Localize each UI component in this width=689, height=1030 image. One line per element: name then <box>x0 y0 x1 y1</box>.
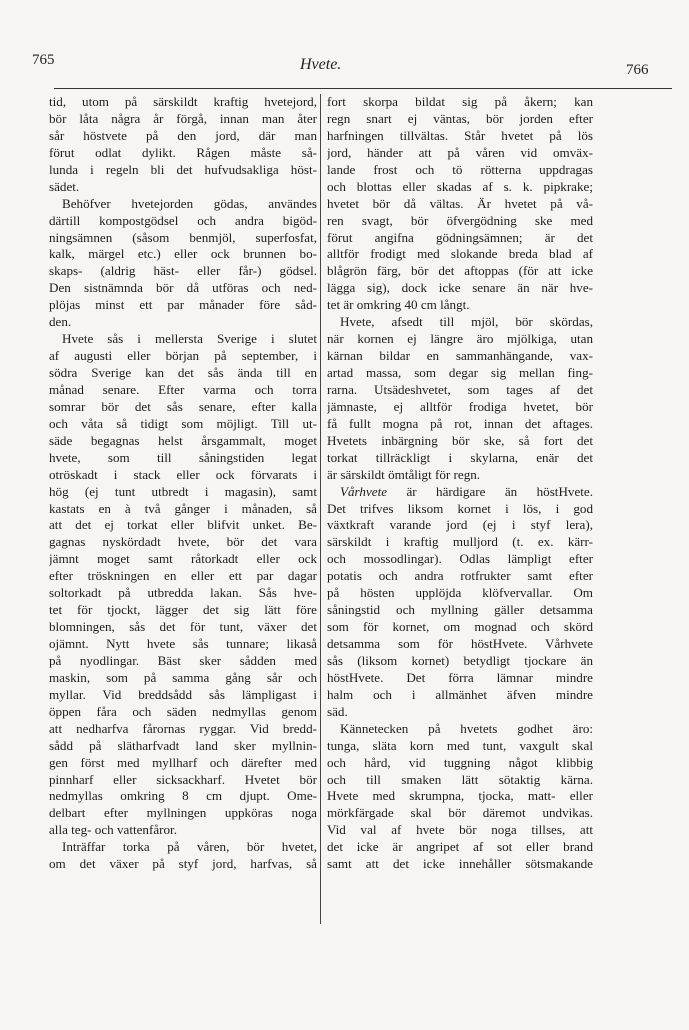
text-line: lägga sig), dock icke senare än när hve- <box>327 280 593 296</box>
text-line: lande frost och tö rötterna uppdragas <box>327 161 593 177</box>
text-line: som för kornet, om mognad och skörd <box>327 619 593 635</box>
text-line: jämnt moget samt råtorkadt eller ock <box>49 551 317 567</box>
text-line: södra Sverige kan det sås ända till en <box>49 365 317 380</box>
column-divider <box>320 94 321 924</box>
page-number-left: 765 <box>32 52 55 68</box>
text-line: skaps- (aldrig häst- eller får-) gödsel. <box>49 263 317 279</box>
text-line: sås (liksom kornet) betydligt tjockare än <box>327 652 593 668</box>
text-line: delbart efter myllningen uppköras noga <box>49 805 317 821</box>
text-line: Behöfver hvetejorden gödas, användes <box>62 195 317 211</box>
text-line: potatis och andra rotfrukter samt efter <box>327 568 593 584</box>
right-column <box>327 94 593 873</box>
text-line: blomningen, sås det för tunt, växer det <box>49 619 317 635</box>
text-line: somrar bör det sås senare, efter kalla <box>49 398 317 414</box>
text-line: höstHvete. Det förra lämnar mindre <box>327 669 593 685</box>
text-line: hvete, som till såningstiden legat <box>49 449 317 465</box>
text-line: Hvetets inbärgning bör ske, så fort det <box>327 432 593 448</box>
text-line: ren svagt, bör öfvergödning ske med <box>327 212 593 228</box>
text-line: särskildt i kraftig mulljord (t. ex. kärr- <box>327 534 593 550</box>
text-line: otröskadt i stack eller ock förvarats i <box>49 466 317 482</box>
text-line: rarna. Utsädeshvetet, som tages af det <box>327 381 593 397</box>
text-line: lunda i regeln bli det hufvudsakliga höst- <box>49 161 317 177</box>
text-line: bör låta några år förgå, innan man åter <box>49 110 317 126</box>
text-line: regn snart ej väntas, bör jorden efter <box>327 110 593 126</box>
text-line: få fullt mogna på rot, innan det aftages. <box>327 415 593 431</box>
running-title: Hvete. <box>300 56 342 73</box>
text-line: harfningen tillvältas. Står hvetet på lös <box>327 127 593 143</box>
text-line: det icke är angripet af sot eller brand <box>327 839 593 855</box>
text-line: tet för tjockt, lägger det sig lätt före <box>49 602 317 618</box>
text-line: sår höstvete på den jord, där man <box>49 127 317 143</box>
line-text: är härdigare än höstHvete. <box>387 483 593 499</box>
text-line: ojämnt. Nytt hvete sås tunnare; likaså <box>49 636 317 651</box>
left-column <box>49 94 317 873</box>
text-line: myllar. Vid breddsådd sås lämpligast i <box>49 686 317 702</box>
text-line: halm och i allmänhet äfven mindre <box>327 686 593 702</box>
text-line: och blottas eller skadas af s. k. pipkrake; <box>327 178 593 194</box>
text-line: på hösten upplöjda klöfvervallar. Om <box>327 585 593 601</box>
text-line: såningstid och myllning gäller detsamma <box>327 602 593 618</box>
text-line: Hvete med skrumpna, tjocka, matt- eller <box>327 788 593 804</box>
text-line: månad senare. Efter varma och torra <box>49 381 317 397</box>
text-line: och mossodlingar). Odlas lämpligt efter <box>327 551 593 567</box>
text-line: och till smaken lätt sötaktig kärna. <box>327 771 593 787</box>
text-line: torkat tillräckligt i skylarna, enär det <box>327 449 593 465</box>
text-line: pinnharf eller sicksackharf. Hvetet bör <box>49 771 317 787</box>
text-line: Vid val af hvete bör noga tillses, att <box>327 822 593 838</box>
text-line: tid, utom på särskildt kraftig hvetejord, <box>49 94 317 109</box>
text-line: öppen fåra och säden nedmyllas genom <box>49 703 317 719</box>
text-line: nedmyllas omkring 8 cm djupt. Ome- <box>49 788 317 804</box>
text-line: maskin, som på samma gång sår och <box>49 669 317 685</box>
text-line: Hvete, afsedt till mjöl, bör skördas, <box>340 314 593 330</box>
text-line: efter tröskningen en eller ett par dagar <box>49 568 317 584</box>
text-line: och hård, vid tuggning något klibbig <box>327 754 593 770</box>
text-line: jord, händer att på våren vid omväx- <box>327 144 593 160</box>
text-line: alla teg- och vattenfåror. <box>49 822 177 838</box>
text-line: på nyodlingar. Bäst sker sådden med <box>49 652 317 668</box>
text-line: säde begagnas helst årsgammalt, moget <box>49 432 317 448</box>
text-line: Kännetecken på hvetets godhet äro: <box>340 720 593 736</box>
text-line: soltorkadt på utbredda lakan. Sås hve- <box>49 585 317 601</box>
text-line: om det växer på styf jord, harfvas, så <box>49 856 317 872</box>
text-line: samt att det icke innehåller sötsmakande <box>327 856 593 872</box>
text-line: den. <box>49 314 72 330</box>
text-line: alltför frodigt med slokande breda blad af <box>327 246 593 262</box>
italic-term: Vårhvete <box>340 483 388 499</box>
text-line: är särskildt ömtåligt för regn. <box>327 466 481 482</box>
text-line: plöjas minst ett par månader före såd- <box>49 297 317 313</box>
text-line: ningsämnen (såsom benmjöl, superfosfat, <box>49 229 317 245</box>
text-line: att nedharfva fårornas ryggar. Vid bredd- <box>49 720 317 736</box>
text-line: säd. <box>327 703 348 719</box>
text-line: kärnan bildar en sammanhängande, vax- <box>327 348 593 364</box>
text-line: förut odlat dylikt. Rågen måste så- <box>49 144 317 160</box>
text-line: kastats en à två gånger i månaden, så <box>49 500 317 516</box>
text-line: jämnaste, ej alltför frodiga hvetet, bör <box>327 398 593 414</box>
text-line: sädet. <box>49 178 80 194</box>
text-line: blågrön färg, bör det aftoppas (för att icke <box>327 263 593 279</box>
text-line: och våta så tidigt som möjligt. Till ut- <box>49 415 317 431</box>
text-line: hög (ej tunt utbredt i magasin), samt <box>49 483 317 499</box>
text-line: fort skorpa bildat sig på åkern; kan <box>327 94 593 109</box>
text-line: när kornen ej längre äro mjölkiga, utan <box>327 331 593 347</box>
text-line: tet är omkring 40 cm långt. <box>327 297 470 313</box>
text-line: tunga, släta korn med tunt, vaxgult skal <box>327 737 593 753</box>
text-line: sådd på slätharfvadt land sker myllnin- <box>49 737 317 753</box>
text-line: af augusti eller början på september, i <box>49 348 317 364</box>
text-line: artad massa, som degar sig mellan fing- <box>327 365 593 380</box>
header-rule <box>54 88 672 89</box>
text-line: gen först med myllharf och därefter med <box>49 754 317 770</box>
text-line: hvetet bör då vältas. Är hvetet på vå- <box>327 195 593 211</box>
text-line: detsamma som för höstHvete. Vårhvete <box>327 636 593 651</box>
text-line: mörkfärgade skal bör däremot undvikas. <box>327 805 593 821</box>
text-line: Inträffar torka på våren, bör hvetet, <box>62 839 317 855</box>
text-line: att det ej torkat eller blifvit unket. Be- <box>49 517 317 533</box>
text-line: därtill kompostgödsel och andra bigöd- <box>49 212 317 228</box>
text-line: kalk, märgel etc.) eller ock brunnen bo- <box>49 246 317 262</box>
page-number-right: 766 <box>626 62 649 78</box>
text-line: gagnas nyskördadt hvete, bör det vara <box>49 534 317 550</box>
text-line: förut angifna gödningsämnen; är det <box>327 229 593 245</box>
text-line: Det trifves liksom kornet i lös, i god <box>327 500 593 516</box>
text-line: växtkraft varande jord (ej i styf lera), <box>327 517 593 533</box>
text-line: Hvete sås i mellersta Sverige i slutet <box>62 331 317 347</box>
text-line: Den sistnämnda bör då utföras och ned- <box>49 280 317 296</box>
text-line <box>327 484 593 501</box>
